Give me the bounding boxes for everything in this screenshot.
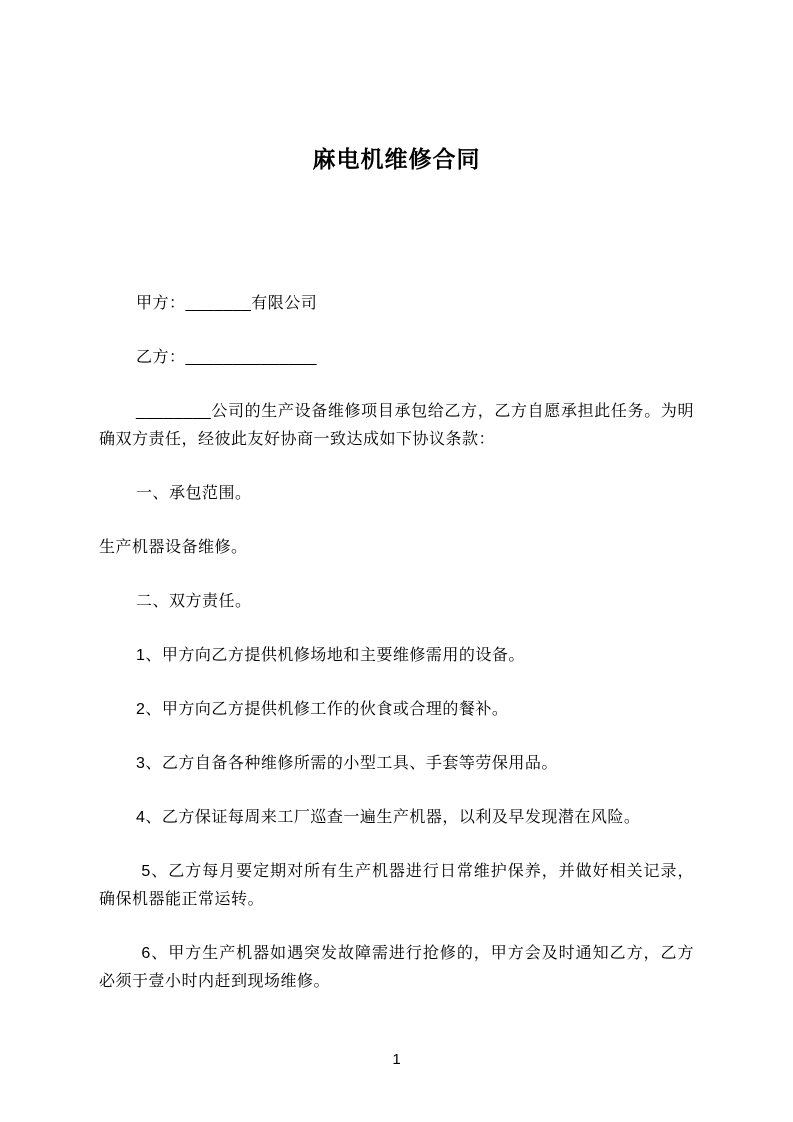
clause-6: 6、甲方生产机器如遇突发故障需进行抢修的，甲方会及时通知乙方，乙方必须于壹小时内赶到现场维修。 <box>99 945 694 990</box>
section-1-content: 生产机器设备维修。 <box>99 539 248 556</box>
clause-4: 4、乙方保证每周来工厂巡查一遍生产机器，以利及早发现潜在风险。 <box>136 809 641 826</box>
clause-5: 5、乙方每月要定期对所有生产机器进行日常维护保养，并做好相关记录，确保机器能正常运转。 <box>99 863 694 908</box>
document-body <box>99 290 694 996</box>
clause-1: 1、甲方向乙方提供机修场地和主要维修需用的设备。 <box>136 647 525 664</box>
party-a-line: 甲方：_______有限公司 <box>136 295 318 312</box>
document-title: 麻电机维修合同 <box>312 146 481 172</box>
section-2-heading: 二、双方责任。 <box>136 593 252 610</box>
intro-paragraph: ________公司的生产设备维修项目承包给乙方，乙方自愿承担此任务。为明确双方责任，经彼此友好协商一致达成如下协议条款： <box>99 403 694 448</box>
clause-2: 2、甲方向乙方提供机修工作的伙食或合理的餐补。 <box>136 701 509 718</box>
clause-3: 3、乙方自备各种维修所需的小型工具、手套等劳保用品。 <box>136 755 558 772</box>
party-b-line: 乙方：______________ <box>136 349 318 366</box>
section-1-heading: 一、承包范围。 <box>136 485 252 502</box>
page-number: 1 <box>392 1051 401 1068</box>
